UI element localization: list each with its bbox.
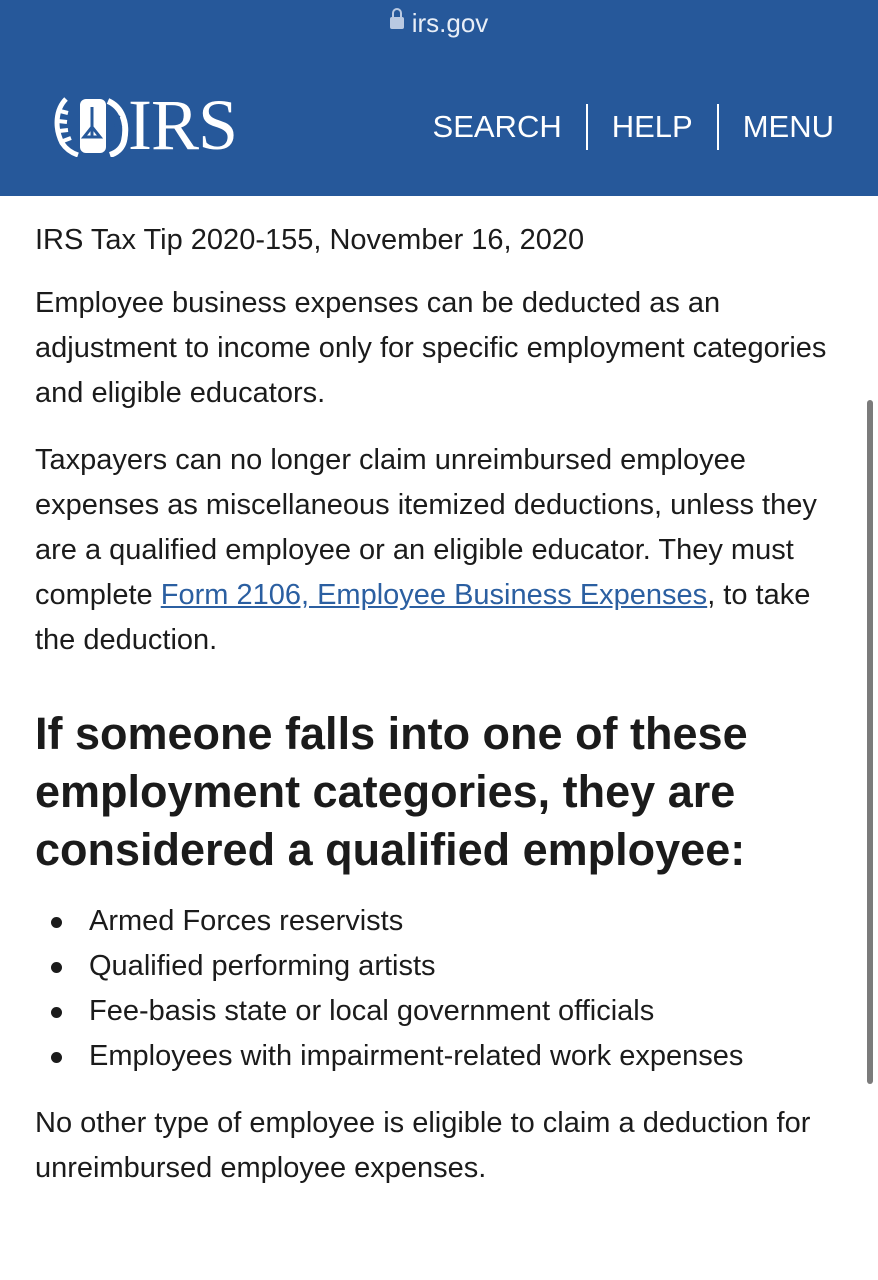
form-2106-link[interactable]: Form 2106, Employee Business Expenses: [160, 579, 708, 611]
url-bar[interactable]: [0, 8, 878, 39]
article-body: [35, 218, 835, 1191]
list-item: Employees with impairment-related work expenses: [35, 1034, 835, 1079]
deduction-paragraph: [35, 438, 835, 663]
list-item: Fee-basis state or local government officials: [35, 989, 835, 1034]
lock-icon: [390, 17, 404, 29]
eagle-emblem-icon: [52, 93, 132, 157]
list-item: Armed Forces reservists: [35, 899, 835, 944]
nav-search[interactable]: SEARCH: [432, 109, 562, 144]
top-nav: [433, 104, 834, 150]
nav-menu[interactable]: MENU: [742, 109, 834, 144]
paragraph-text: Taxpayers can no longer claim unreimbursed employee expenses as miscellaneous itemized deductions, unless they are a qualified employee or an eligible educator. They must complete: [35, 444, 817, 611]
qualified-employee-list: [35, 899, 835, 1079]
site-header: [0, 0, 878, 196]
closing-paragraph: No other type of employee is eligible to claim a deduction for unreimbursed employee expenses.: [35, 1107, 811, 1184]
list-item: Qualified performing artists: [35, 944, 835, 989]
tax-tip-dateline: IRS Tax Tip 2020-155, November 16, 2020: [35, 224, 585, 256]
nav-help[interactable]: HELP: [611, 109, 693, 144]
section-heading: If someone falls into one of these employment categories, they are considered a qualified employee:: [35, 708, 748, 875]
paragraph-text-end: , to take the deduction.: [35, 579, 811, 656]
url-text: irs.gov: [411, 8, 489, 38]
scrollbar[interactable]: [867, 400, 873, 1084]
irs-logo[interactable]: [52, 85, 238, 165]
intro-paragraph: Employee business expenses can be deducted as an adjustment to income only for specific employment categories and eligible educators.: [35, 287, 827, 409]
logo-text: IRS: [128, 85, 238, 165]
